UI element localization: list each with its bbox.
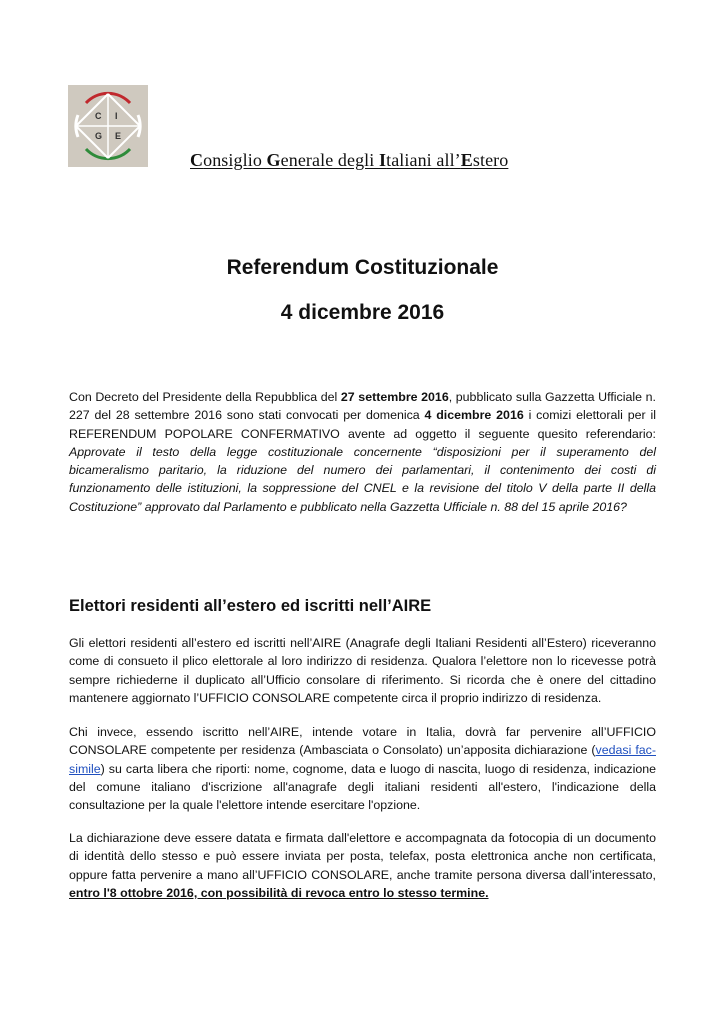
council-word: taliani all’ xyxy=(386,150,461,170)
logo-letter-i: I xyxy=(115,111,118,121)
intro-text: i comizi elettorali per il REFERENDUM POPOLARE CONFERMATIVO avente ad oggetto il seguente quesito referendario: xyxy=(69,408,656,441)
decree-date: 27 settembre 2016 xyxy=(340,390,449,404)
logo-letter-c: C xyxy=(95,111,102,121)
deadline-text: entro l'8 ottobre 2016, con possibilità di revoca entro lo stesso termine. xyxy=(69,885,489,900)
paragraph-text: ) su carta libera che riporti: nome, cognome, data e luogo di nascita, luogo di residenza, indicazione del comune italiano d'iscrizione all'anagrafe degli italiani residenti all'estero, l'indicazione della consultazione per la quale l'elettore intende esercitare l'opzione. xyxy=(69,761,656,813)
council-word: onsiglio xyxy=(203,150,267,170)
intro-paragraph xyxy=(69,388,656,516)
council-initial: C xyxy=(190,150,204,170)
cgie-logo-emblem xyxy=(68,85,148,167)
cgie-logo xyxy=(68,85,148,167)
intro-text: Con Decreto del Presidente della Repubblica del xyxy=(69,390,341,404)
document-date: 4 dicembre 2016 xyxy=(280,301,445,324)
council-word: enerale degli xyxy=(280,150,379,170)
paragraph-declaration xyxy=(69,829,656,902)
referendum-question: Approvate il testo della legge costituzionale concernente “disposizioni per il superamento del bicameralismo paritario, la riduzione del numero dei parlamentari, il contenimento dei costi di funzionamento delle istituzioni, la soppressione del CNEL e la revisione del titolo V della parte II della Costituzione” approvato dal Parlamento e pubblicato nella Gazzetta Ufficiale n. 88 del 15 aprile 2016? xyxy=(69,444,656,514)
council-initial: I xyxy=(378,150,387,170)
council-initial: E xyxy=(460,150,473,170)
council-word: stero xyxy=(472,150,509,170)
logo-letter-e: E xyxy=(115,131,122,141)
council-title xyxy=(190,150,508,171)
vote-date: 4 dicembre 2016 xyxy=(424,408,524,423)
intro-text: , pubblicato sulla Gazzetta Ufficiale n. 227 del 28 settembre 2016 sono stati convocati per domenica xyxy=(69,390,656,423)
document-title: Referendum Costituzionale xyxy=(226,256,499,279)
paragraph-aire-voters: Gli elettori residenti all’estero ed iscritti nell’AIRE (Anagrafe degli Italiani Residenti all’Estero) riceveranno come di consueto il plico elettorale al loro indirizzo di residenza. Qualora l’elettore non lo ricevesse potrà sempre richiederne il duplicato all’Ufficio consolare di riferimento. Si ricorda che è onere del cittadino mantenere aggiornato l’UFFICIO CONSOLARE competente circa il proprio indirizzo di residenza. xyxy=(69,636,656,705)
paragraph-text: Chi invece, essendo iscritto nell’AIRE, intende votare in Italia, dovrà far pervenire all’UFFICIO CONSOLARE competente per residenza (Ambasciata o Consolato) un’apposita dichiarazione ( xyxy=(69,725,656,758)
fac-simile-link[interactable]: vedasi fac-simile xyxy=(69,743,656,776)
paragraph-text: La dichiarazione deve essere datata e firmata dall'elettore e accompagnata da fotocopia di un documento di identità dello stesso e può essere inviata per posta, telefax, posta elettronica anche non certificata, oppure fatta pervenire a mano all’UFFICIO CONSOLARE, anche tramite persona diversa dall’interessato, xyxy=(69,831,656,882)
council-initial: G xyxy=(266,150,281,170)
paragraph-vote-in-italy xyxy=(69,723,656,814)
logo-letter-g: G xyxy=(95,131,103,141)
section-heading: Elettori residenti all’estero ed iscritti nell’AIRE xyxy=(69,597,432,615)
